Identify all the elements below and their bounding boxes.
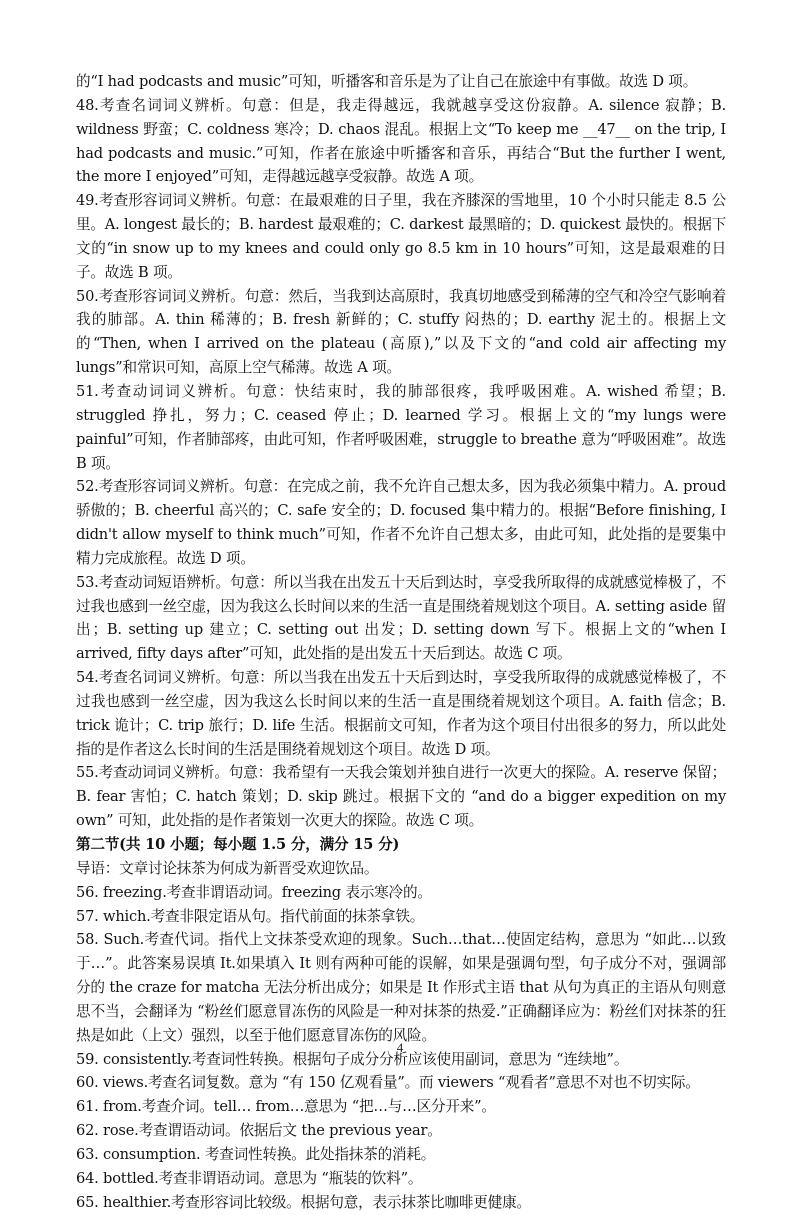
explanation-49: 49.考查形容词词义辨析。句意：在最艰难的日子里，我在齐膝深的雪地里，10 个小时只能走 8.5 公里。A. longest 最长的；B. hardest 最艰难的；C. darkest 最黑暗的；D. quickest 最快的。根据下文的“in snow up to my knees and could only go 8.5 km in 10 hours”可知，这是最艰难的日子。故选 B 项。 bbox=[76, 192, 726, 281]
explanation-62: 62. rose.考查谓语动词。依据后文 the previous year。 bbox=[76, 1122, 442, 1140]
explanation-60: 60. views.考查名词复数。意为 “有 150 亿观看量”。而 viewers “观看者”意思不对也不切实际。 bbox=[76, 1074, 700, 1092]
explanation-55: 55.考查动词词义辨析。句意：我希望有一天我会策划并独自进行一次更大的探险。A. reserve 保留；B. fear 害怕；C. hatch 策划；D. skip 跳过。根据下文的 “and do a bigger expedition on my own” 可知，此处指的是作者策划一次更大的探险。故选 C 项。 bbox=[76, 764, 726, 830]
explanation-51: 51.考查动词词义辨析。句意：快结束时，我的肺部很疼，我呼吸困难。A. wished 希望；B. struggled 挣扎，努力；C. ceased 停止；D. learned 学习。根据上文的“my lungs were painful”可知，作者肺部疼，由此可知，作者呼吸困难，struggle to breathe 意为“呼吸困难”。故选 B 项。 bbox=[76, 382, 726, 472]
explanation-54: 54.考查名词词义辨析。句意：所以当我在出发五十天后到达时，享受我所取得的成就感觉棒极了，不过我也感到一丝空虚，因为我这么长时间以来的生活一直是围绕着规划这个项目。A. faith 信念；B. trick 诡计；C. trip 旅行；D. life 生活。根据前文可知，作者为这个项目付出很多的努力，所以此处指的是作者这么长时间的生活是围绕着规划这个项目。故选 D 项。 bbox=[76, 669, 726, 758]
explanation-63: 63. consumption. 考查词性转换。此处指抹茶的消耗。 bbox=[76, 1145, 436, 1163]
explanation-59: 59. consistently.考查词性转换。根据句子成分分析应该使用副词，意思为 “连续地”。 bbox=[76, 1050, 629, 1068]
explanation-64: 64. bottled.考查非谓语动词。意思为 “瓶装的饮料”。 bbox=[76, 1169, 423, 1187]
section-title: 第二节(共 10 小题；每小题 1.5 分，满分 15 分) bbox=[76, 836, 400, 853]
explanation-53: 53.考查动词短语辨析。句意：所以当我在出发五十天后到达时，享受我所取得的成就感觉棒极了，不过我也感到一丝空虚，因为我这么长时间以来的生活一直是围绕着规划这个项目。A. setting aside 留出；B. setting up 建立；C. setting out 出发；D. setting down 写下。根据上文的“when I arrived, fifty days after”可知，此处指的是出发五十天后到达。故选 C 项。 bbox=[76, 573, 726, 663]
intro-line: 导语：文章讨论抹茶为何成为新晋受欢迎饮品。 bbox=[76, 859, 379, 877]
explanation-57: 57. which.考查非限定语从句。指代前面的抹茶拿铁。 bbox=[76, 907, 425, 925]
explanation-48: 48.考查名词词义辨析。句意：但是，我走得越远，我就越享受这份寂静。A. silence 寂静；B. wildness 野蛮；C. coldness 寒冷；D. chaos 混乱。根据上文“To keep me __47__ on the trip, I had podcasts and music.”可知，作者在旅途中听播客和音乐，再结合“But the further I went, the more I enjoyed”可知，走得越远越享受寂静。故选 A 项。 bbox=[76, 96, 726, 186]
explanation-58: 58. Such.考查代词。指代上文抹茶受欢迎的现象。Such…that…使固定结构，意思为 “如此…以致于…”。此答案易误填 It.如果填入 It 则有两种可能的误解，如果是强调句型，句子成分不对，强调部分的 the craze for matcha 无法分析出成分；如果是 It 作形式主语 that 从句为真正的主语从句则意思不当，会翻译为 “粉丝们愿意冒冻伤的风险是一种对抹茶的热爱.”正确翻译应为：粉丝们对抹茶的狂热是如此（上文）强烈，以至于他们愿意冒冻伤的风险。 bbox=[76, 931, 726, 1044]
page-number: 4 bbox=[396, 1040, 404, 1055]
explanation-56: 56. freezing.考查非谓语动词。freezing 表示寒冷的。 bbox=[76, 883, 432, 901]
explanation-61: 61. from.考查介词。tell… from…意思为 “把…与…区分开来”。 bbox=[76, 1098, 496, 1116]
explanation-paragraph: 的“I had podcasts and music”可知，听播客和音乐是为了让自己在旅途中有事做。故选 D 项。 bbox=[76, 73, 698, 90]
explanation-65: 65. healthier.考查形容词比较级。根据句意，表示抹茶比咖啡更健康。 bbox=[76, 1193, 531, 1211]
explanation-50: 50.考查形容词词义辨析。句意：然后，当我到达高原时，我真切地感受到稀薄的空气和冷空气影响着我的肺部。A. thin 稀薄的；B. fresh 新鲜的；C. stuffy 闷热的；D. earthy 泥土的。根据上文的“Then, when I arrived on the plateau (高原),”以及下文的“and cold air affecting my lungs”和常识可知，高原上空气稀薄。故选 A 项。 bbox=[76, 287, 726, 377]
explanation-52: 52.考查形容词词义辨析。句意：在完成之前，我不允许自己想太多，因为我必须集中精力。A. proud 骄傲的；B. cheerful 高兴的；C. safe 安全的；D. focused 集中精力的。根据“Before finishing, I didn't allow myself to think much”可知，作者不允许自己想太多，由此可知，此处指的是要集中精力完成旅程。故选 D 项。 bbox=[76, 478, 726, 567]
